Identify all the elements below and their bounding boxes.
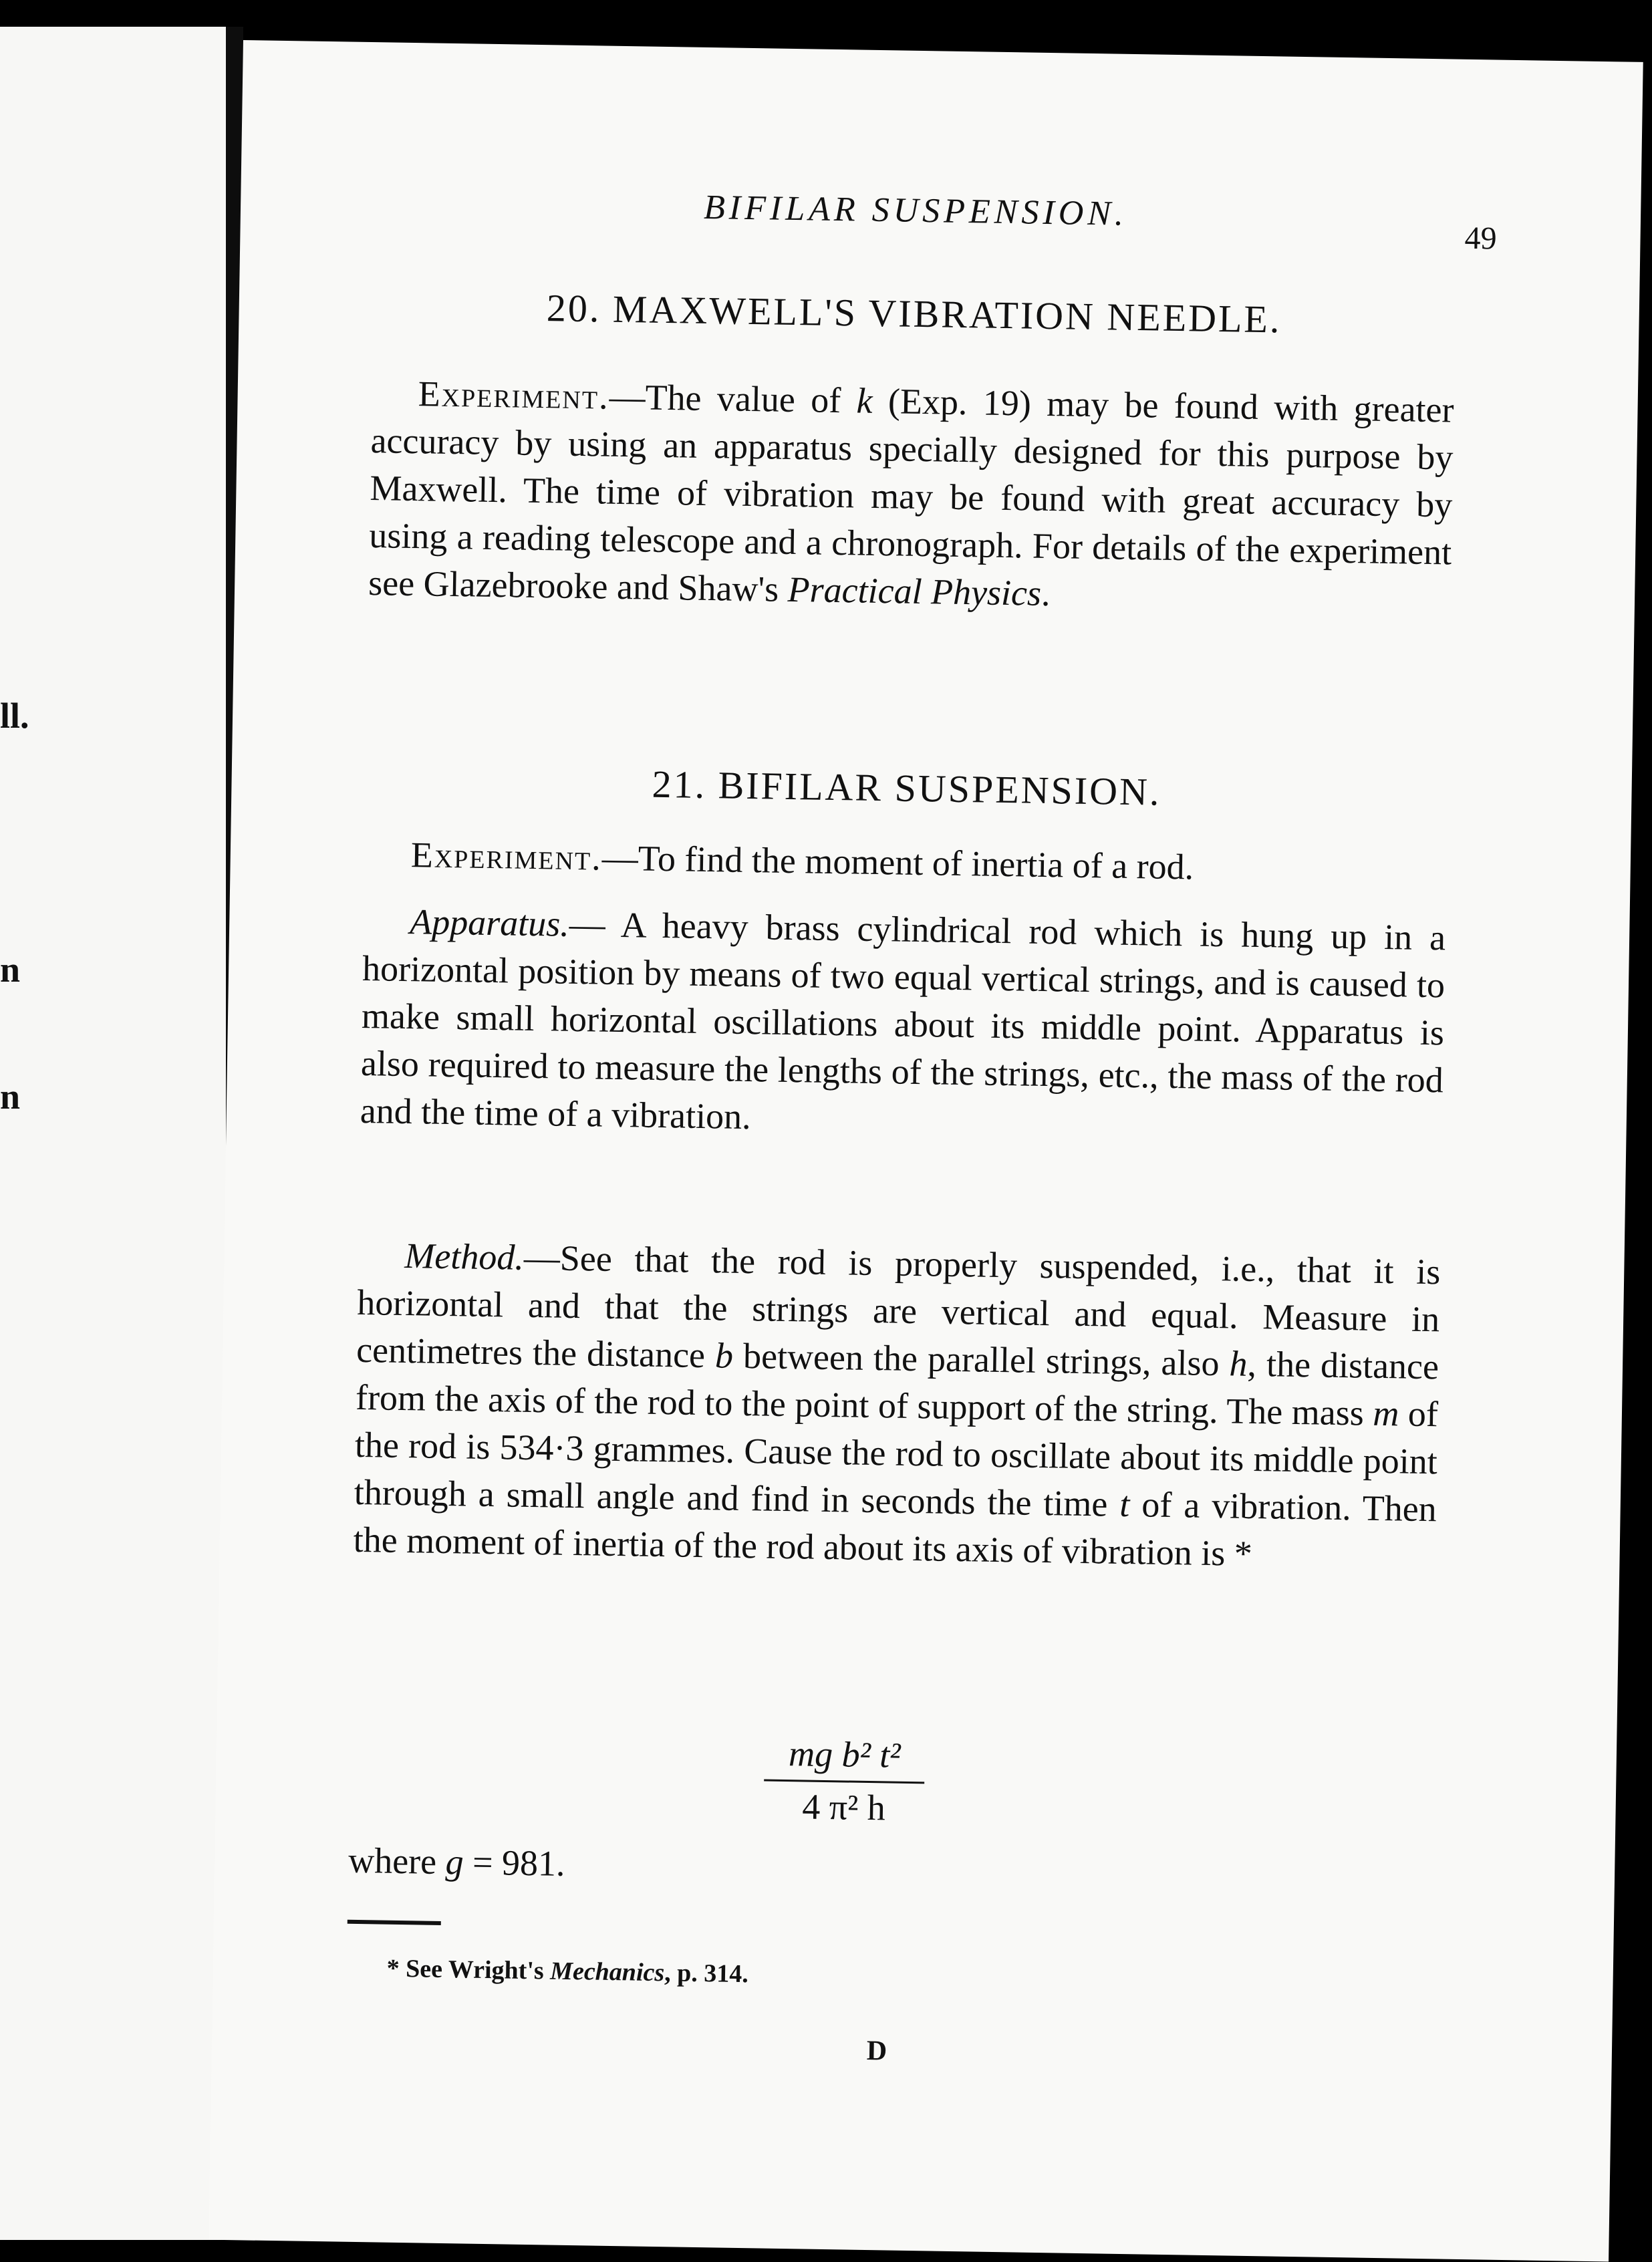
gravity-note (348, 1840, 565, 1884)
paragraph-text: —The value of (609, 376, 857, 421)
paragraph-text: —See that the rod is properly suspended, i.e., that it is horizontal and that the strings are vertical and equal. Measure in centimetres the distance (356, 1237, 1441, 1376)
paragraph-text: (Exp. 19) may be found with greater accuracy by using an apparatus specially designed for this purpose by Maxwell. The time of vibration may be found with great accuracy by using a reading telescope and a chronograph. For details of the experiment see Glazebrooke and Shaw's (368, 380, 1455, 609)
formula-numerator: mg b² t² (764, 1733, 925, 1784)
footnote-rule (348, 1920, 441, 1925)
variable-k: k (856, 380, 873, 421)
formula-denominator: 4 π² h (801, 1786, 886, 1828)
footnote (386, 1954, 748, 1989)
method-paragraph (353, 1232, 1441, 1580)
scan-top-border (0, 0, 1652, 33)
experiment-label: Experiment. (418, 374, 610, 417)
variable-b: b (714, 1335, 734, 1376)
variable-g: g (445, 1842, 464, 1882)
paragraph-text: —To find the moment of inertia of a rod. (601, 837, 1194, 887)
page-number: 49 (1464, 220, 1497, 257)
facing-page-fragment: n (0, 1077, 21, 1117)
paragraph-text: = 981. (463, 1842, 566, 1884)
paragraph-text: . (1041, 573, 1051, 614)
paragraph-text: , the distance from the axis of the rod to the point of support of the string. The mass (355, 1343, 1439, 1433)
variable-t: t (1119, 1483, 1130, 1525)
footnote-text: , p. 314. (664, 1959, 749, 1989)
experiment-paragraph (364, 831, 1447, 895)
page-content (348, 182, 1497, 2067)
experiment-label: Experiment. (410, 835, 603, 878)
method-label: Method. (404, 1236, 525, 1278)
section-20-heading: 20. MAXWELL'S VIBRATION NEEDLE. (546, 286, 1282, 341)
book-page (209, 40, 1643, 2262)
facing-page-edge (0, 27, 226, 2240)
apparatus-label: Apparatus. (409, 901, 570, 944)
paragraph-text: between the parallel strings, also (732, 1335, 1230, 1384)
footnote-book-title: Mechanics (549, 1957, 665, 1987)
paragraph-text: where (348, 1840, 446, 1882)
facing-page-fragment: ll. (0, 696, 29, 736)
facing-page-fragment: n (0, 950, 21, 990)
moment-of-inertia-formula (763, 1733, 925, 1830)
apparatus-paragraph (360, 897, 1446, 1151)
book-title: Practical Physics (787, 569, 1042, 613)
variable-m: m (1372, 1393, 1399, 1434)
section-20-paragraph (368, 370, 1454, 623)
signature-mark: D (866, 2035, 887, 2067)
paragraph-text: of the rod is 534·3 grammes. Cause the rod to oscillate about its middle point through a small angle and find in seconds the time (354, 1393, 1439, 1524)
paragraph-text: of a vibration. Then the moment of inertia of the rod about its axis of vibration is * (353, 1484, 1437, 1574)
paragraph-text: — A heavy brass cylindrical rod which is hung up in a horizontal position by means of two equal vertical strings, and is caused to make small horizontal oscillations about its middle point. Apparatus is also required to measure the lengths of the strings, etc., the mass of the rod and the time of a vibration. (360, 903, 1446, 1137)
running-head: BIFILAR SUSPENSION. (703, 188, 1128, 233)
footnote-text: * See Wright's (386, 1954, 551, 1985)
variable-h: h (1229, 1343, 1248, 1384)
section-21-heading: 21. BIFILAR SUSPENSION. (652, 762, 1161, 814)
